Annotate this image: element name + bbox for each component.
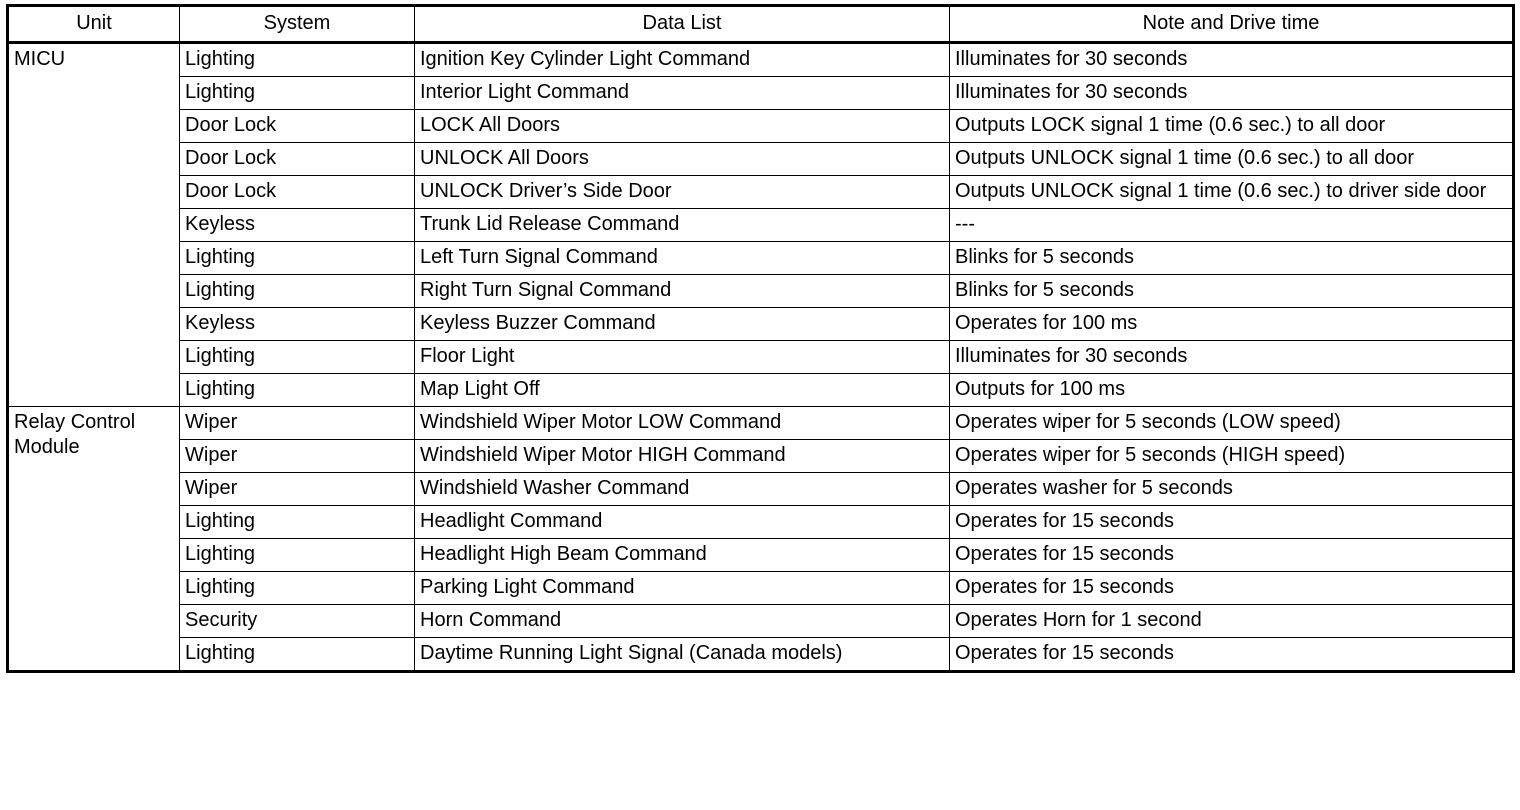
- system-cell: Lighting: [180, 638, 415, 672]
- data-list-cell: Trunk Lid Release Command: [415, 209, 950, 242]
- table-row: [8, 143, 1514, 176]
- table-body: [8, 43, 1514, 672]
- system-cell: Lighting: [180, 506, 415, 539]
- table-row: [8, 77, 1514, 110]
- inspection-data-table: [6, 4, 1515, 673]
- table-row: [8, 209, 1514, 242]
- table-row: [8, 242, 1514, 275]
- system-cell: Door Lock: [180, 143, 415, 176]
- note-cell: Operates wiper for 5 seconds (LOW speed): [950, 407, 1514, 440]
- note-cell: Blinks for 5 seconds: [950, 242, 1514, 275]
- note-cell: Operates washer for 5 seconds: [950, 473, 1514, 506]
- system-cell: Wiper: [180, 407, 415, 440]
- data-list-cell: Ignition Key Cylinder Light Command: [415, 43, 950, 77]
- note-cell: Operates wiper for 5 seconds (HIGH speed): [950, 440, 1514, 473]
- table-row: [8, 176, 1514, 209]
- data-list-cell: Map Light Off: [415, 374, 950, 407]
- table-row: [8, 440, 1514, 473]
- system-cell: Lighting: [180, 341, 415, 374]
- data-list-cell: Parking Light Command: [415, 572, 950, 605]
- table-row: [8, 473, 1514, 506]
- data-list-cell: UNLOCK Driver’s Side Door: [415, 176, 950, 209]
- data-list-cell: Left Turn Signal Command: [415, 242, 950, 275]
- data-list-cell: LOCK All Doors: [415, 110, 950, 143]
- table-header: [8, 6, 1514, 43]
- unit-cell-relay-control-module: Relay Control Module: [8, 407, 180, 672]
- system-cell: Wiper: [180, 473, 415, 506]
- data-list-cell: Right Turn Signal Command: [415, 275, 950, 308]
- note-cell: Illuminates for 30 seconds: [950, 43, 1514, 77]
- data-list-cell: Daytime Running Light Signal (Canada models): [415, 638, 950, 672]
- system-cell: Lighting: [180, 572, 415, 605]
- note-cell: Blinks for 5 seconds: [950, 275, 1514, 308]
- note-cell: Outputs UNLOCK signal 1 time (0.6 sec.) to driver side door: [950, 176, 1514, 209]
- note-cell: Outputs for 100 ms: [950, 374, 1514, 407]
- system-cell: Door Lock: [180, 176, 415, 209]
- system-cell: Lighting: [180, 275, 415, 308]
- note-cell: Outputs LOCK signal 1 time (0.6 sec.) to all door: [950, 110, 1514, 143]
- note-cell: Operates for 15 seconds: [950, 506, 1514, 539]
- table-row: [8, 638, 1514, 672]
- note-cell: Outputs UNLOCK signal 1 time (0.6 sec.) to all door: [950, 143, 1514, 176]
- system-cell: Wiper: [180, 440, 415, 473]
- table-row: [8, 275, 1514, 308]
- system-cell: Keyless: [180, 308, 415, 341]
- data-list-cell: Floor Light: [415, 341, 950, 374]
- column-header-system: System: [180, 6, 415, 43]
- note-cell: Operates for 15 seconds: [950, 572, 1514, 605]
- data-list-cell: Windshield Wiper Motor LOW Command: [415, 407, 950, 440]
- data-list-cell: Headlight High Beam Command: [415, 539, 950, 572]
- table-row: [8, 605, 1514, 638]
- table-row: [8, 43, 1514, 77]
- system-cell: Security: [180, 605, 415, 638]
- note-cell: Illuminates for 30 seconds: [950, 341, 1514, 374]
- data-list-cell: Horn Command: [415, 605, 950, 638]
- table-row: [8, 308, 1514, 341]
- table-row: [8, 110, 1514, 143]
- note-cell: Illuminates for 30 seconds: [950, 77, 1514, 110]
- unit-cell-micu: MICU: [8, 43, 180, 407]
- column-header-note-drive-time: Note and Drive time: [950, 6, 1514, 43]
- system-cell: Lighting: [180, 77, 415, 110]
- data-list-cell: Windshield Washer Command: [415, 473, 950, 506]
- table-row: [8, 407, 1514, 440]
- table-header-row: [8, 6, 1514, 43]
- table-row: [8, 374, 1514, 407]
- system-cell: Keyless: [180, 209, 415, 242]
- data-list-cell: Windshield Wiper Motor HIGH Command: [415, 440, 950, 473]
- note-cell: ---: [950, 209, 1514, 242]
- column-header-unit: Unit: [8, 6, 180, 43]
- data-list-cell: Headlight Command: [415, 506, 950, 539]
- data-list-cell: UNLOCK All Doors: [415, 143, 950, 176]
- note-cell: Operates for 100 ms: [950, 308, 1514, 341]
- data-list-cell: Keyless Buzzer Command: [415, 308, 950, 341]
- system-cell: Door Lock: [180, 110, 415, 143]
- note-cell: Operates for 15 seconds: [950, 539, 1514, 572]
- table-row: [8, 539, 1514, 572]
- column-header-data-list: Data List: [415, 6, 950, 43]
- system-cell: Lighting: [180, 374, 415, 407]
- system-cell: Lighting: [180, 539, 415, 572]
- table-row: [8, 506, 1514, 539]
- system-cell: Lighting: [180, 242, 415, 275]
- data-list-cell: Interior Light Command: [415, 77, 950, 110]
- note-cell: Operates for 15 seconds: [950, 638, 1514, 672]
- table-row: [8, 572, 1514, 605]
- note-cell: Operates Horn for 1 second: [950, 605, 1514, 638]
- system-cell: Lighting: [180, 43, 415, 77]
- table-row: [8, 341, 1514, 374]
